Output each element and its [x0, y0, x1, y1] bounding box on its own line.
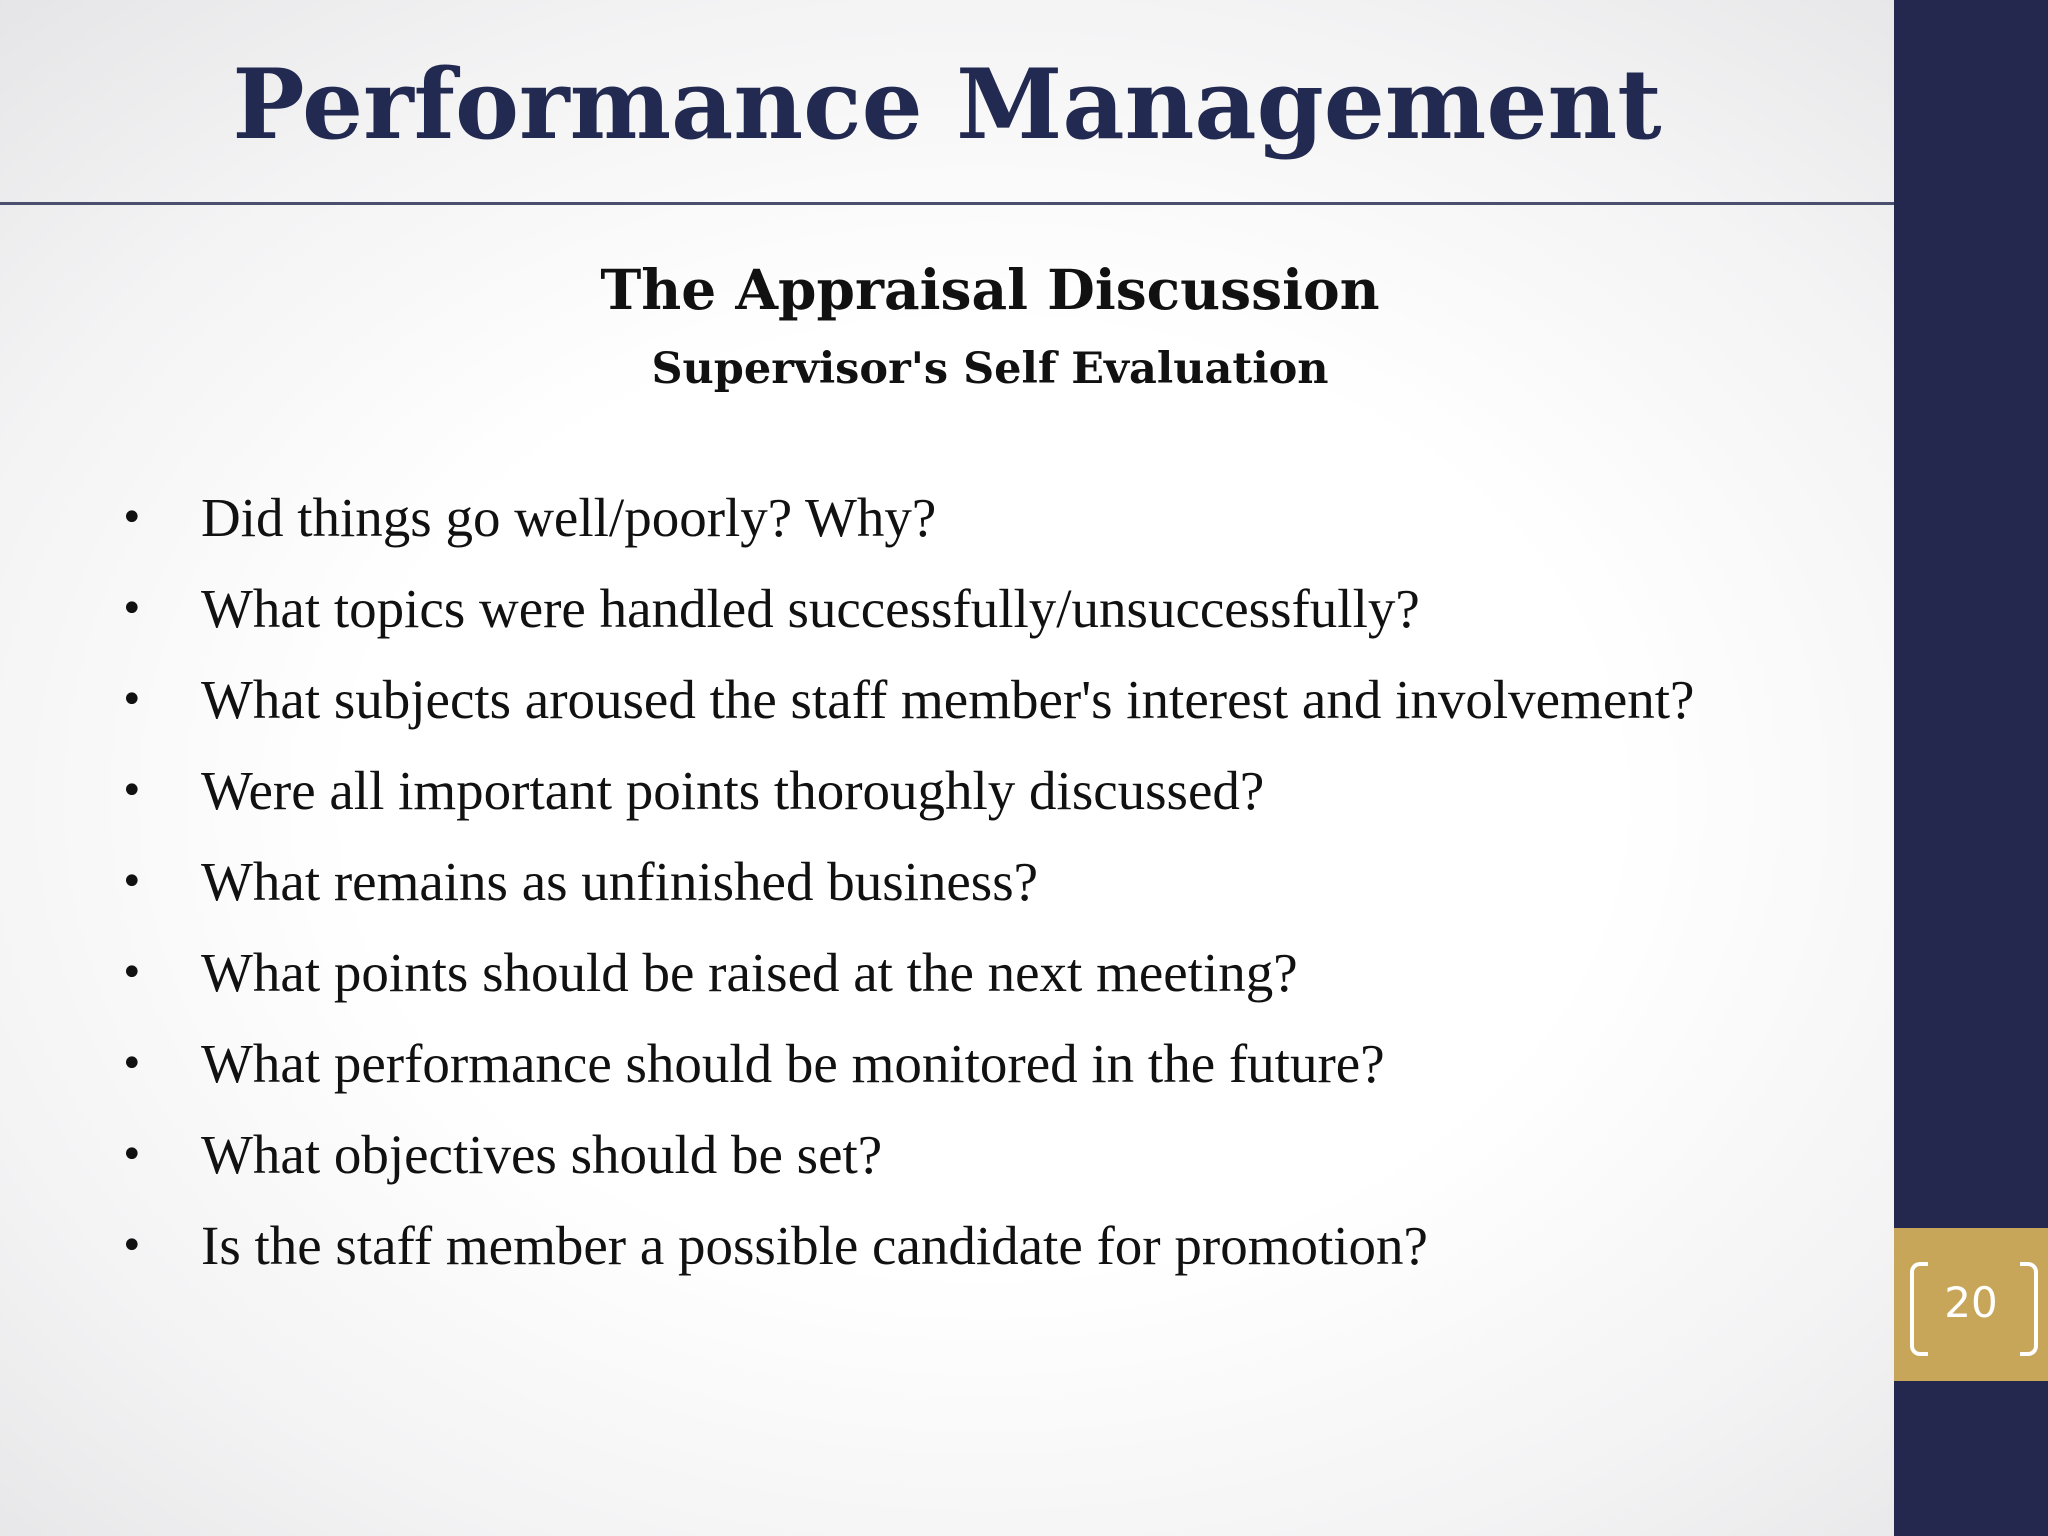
bullet-icon: • — [120, 677, 144, 723]
bullet-item — [120, 1208, 1890, 1299]
bullet-icon: • — [120, 950, 144, 996]
bullet-text: Is the staff member a possible candidate for promotion? — [201, 1215, 1428, 1276]
page-number-box — [1894, 1228, 2048, 1381]
bullet-icon: • — [120, 495, 144, 541]
bullet-item — [120, 753, 1890, 844]
bullet-text: Did things go well/poorly? Why? — [201, 487, 937, 548]
title-divider — [0, 202, 2048, 205]
bullet-text: What performance should be monitored in the future? — [201, 1033, 1385, 1094]
bullet-item — [120, 844, 1890, 935]
bullet-list — [120, 480, 1890, 1299]
bullet-item — [120, 1026, 1890, 1117]
section-subheading: Supervisor's Self Evaluation — [651, 344, 1329, 394]
bullet-icon: • — [120, 1223, 144, 1269]
bullet-text: What topics were handled successfully/unsuccessfully? — [201, 578, 1420, 639]
bullet-item — [120, 571, 1890, 662]
bullet-item — [120, 1117, 1890, 1208]
bullet-item — [120, 662, 1890, 753]
bullet-item — [120, 935, 1890, 1026]
bullet-icon: • — [120, 586, 144, 632]
bullet-text: What points should be raised at the next meeting? — [201, 942, 1298, 1003]
bullet-text: What remains as unfinished business? — [201, 851, 1039, 912]
bullet-text: What subjects aroused the staff member's interest and involvement? — [201, 669, 1695, 730]
page-number: 20 — [1944, 1278, 1998, 1327]
bullet-text: Were all important points thoroughly discussed? — [201, 760, 1265, 821]
bullet-icon: • — [120, 1041, 144, 1087]
bullet-icon: • — [120, 768, 144, 814]
bullet-icon: • — [120, 1132, 144, 1178]
bullet-icon: • — [120, 859, 144, 905]
bullet-item — [120, 480, 1890, 571]
slide-title: Performance Management — [232, 48, 1662, 161]
bullet-text: What objectives should be set? — [201, 1124, 883, 1185]
section-heading: The Appraisal Discussion — [600, 257, 1380, 322]
